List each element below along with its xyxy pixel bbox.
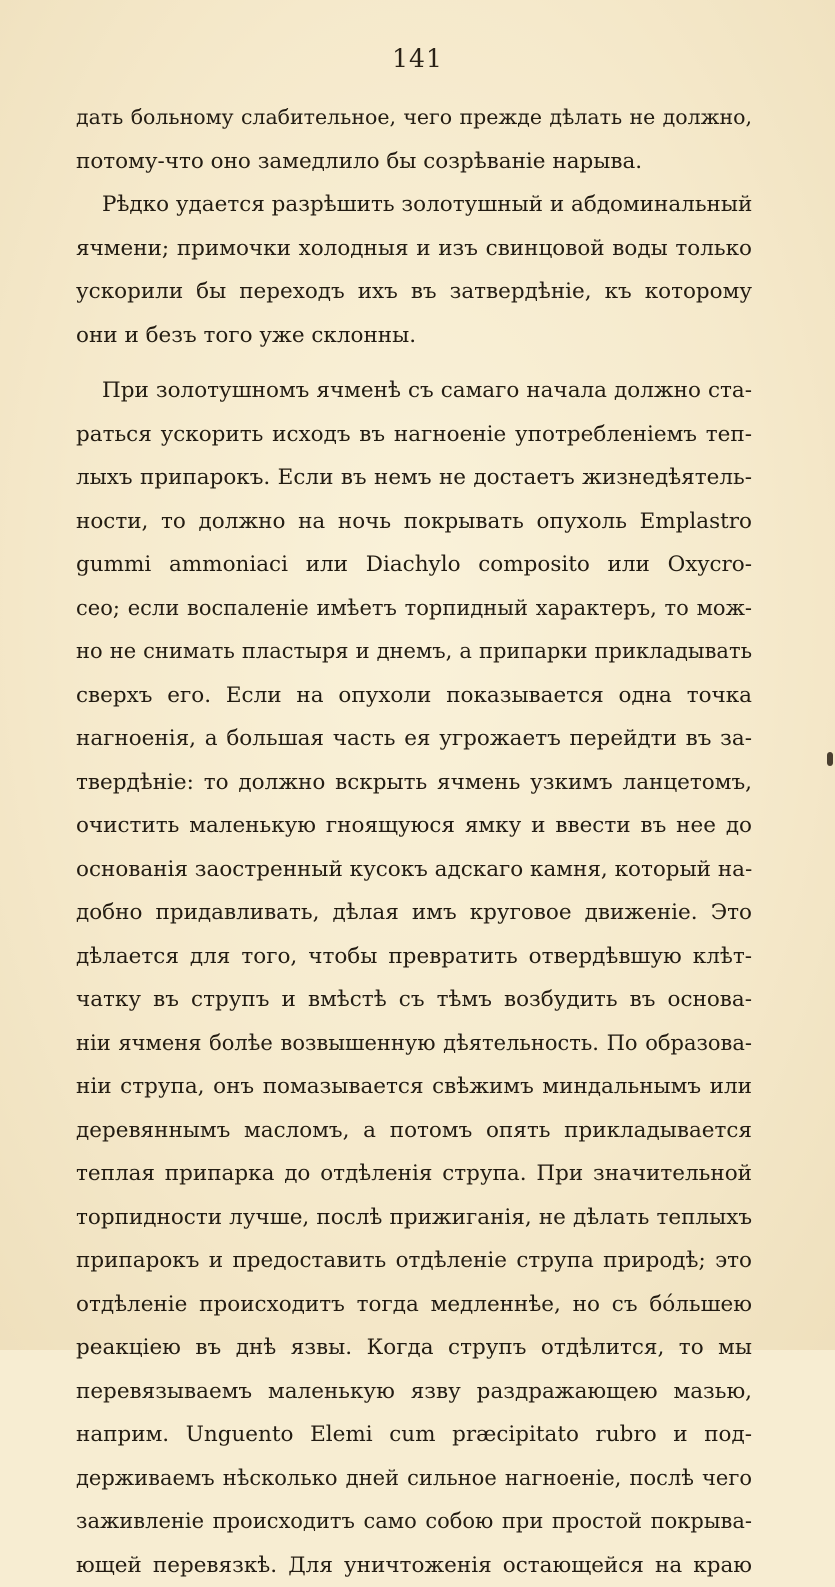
text-line: основанія заостренный кусокъ адскаго камня, который на- [76,848,752,892]
text-line: они и безъ того уже склонны. [76,314,752,358]
text-line: лыхъ припарокъ. Если въ немъ не достаетъ жизнедѣятель- [76,456,752,500]
text-line: gummi ammoniaci или Diachylo composito или Oxycro- [76,543,752,587]
text-line: дѣлается для того, чтобы превратить отвердѣвшую клѣт- [76,935,752,979]
page-number: 141 [0,44,835,73]
text-line: реакціею въ днѣ язвы. Когда струпъ отдѣлится, то мы [76,1326,752,1370]
text-line: но не снимать пластыря и днемъ, а припарки прикладывать [76,630,752,674]
text-line: ніи струпа, онъ помазывается свѣжимъ миндальнымъ или [76,1065,752,1109]
text-line: твердѣніе: то должно вскрыть ячмень узкимъ ланцетомъ, [76,761,752,805]
text-line: ющей перевязкѣ. Для уничтоженія остающейся на краю [76,1544,752,1587]
text-line: заживленіе происходитъ само собою при простой покрыва- [76,1500,752,1544]
text-line: ности, то должно на ночь покрывать опухоль Emplastro [76,500,752,544]
text-line: Рѣдко удается разрѣшить золотушный и абдоминальный [76,183,752,227]
text-line: теплая припарка до отдѣленія струпа. При значительной [76,1152,752,1196]
text-line: добно придавливать, дѣлая имъ круговое движеніе. Это [76,891,752,935]
text-line: нагноенія, а большая часть ея угрожаетъ перейдти въ за- [76,717,752,761]
text-line: очистить маленькую гноящуюся ямку и ввести въ нее до [76,804,752,848]
page-edge-mark [827,752,833,766]
text-line: ніи ячменя болѣе возвышенную дѣятельность. По образова- [76,1022,752,1066]
text-line: держиваемъ нѣсколько дней сильное нагноеніе, послѣ чего [76,1457,752,1501]
text-line: торпидности лучше, послѣ прижиганія, не дѣлать теплыхъ [76,1196,752,1240]
text-line: припарокъ и предоставить отдѣленіе струпа природѣ; это [76,1239,752,1283]
text-line: При золотушномъ ячменѣ съ самаго начала должно ста- [76,369,752,413]
text-line: деревяннымъ масломъ, а потомъ опять прикладывается [76,1109,752,1153]
text-line: раться ускорить исходъ въ нагноеніе употребленіемъ теп- [76,413,752,457]
text-line: ускорили бы переходъ ихъ въ затвердѣніе, къ которому [76,270,752,314]
text-body [76,96,752,1587]
text-line: отдѣленіе происходитъ тогда медленнѣе, но съ бо́льшею [76,1283,752,1327]
text-line: сверхъ его. Если на опухоли показывается одна точка [76,674,752,718]
text-line: ячмени; примочки холодныя и изъ свинцовой воды только [76,227,752,271]
text-line: перевязываемъ маленькую язву раздражающею мазью, [76,1370,752,1414]
text-line: потому-что оно замедлило бы созрѣваніе нарыва. [76,140,752,184]
text-line: наприм. Unguento Elemi cum præcipitato rubro и под- [76,1413,752,1457]
text-line: чатку въ струпъ и вмѣстѣ съ тѣмъ возбудить въ основа- [76,978,752,1022]
text-line: ceo; если воспаленіе имѣетъ торпидный характеръ, то мож- [76,587,752,631]
text-line: дать больному слабительное, чего прежде дѣлать не должно, [76,96,752,140]
